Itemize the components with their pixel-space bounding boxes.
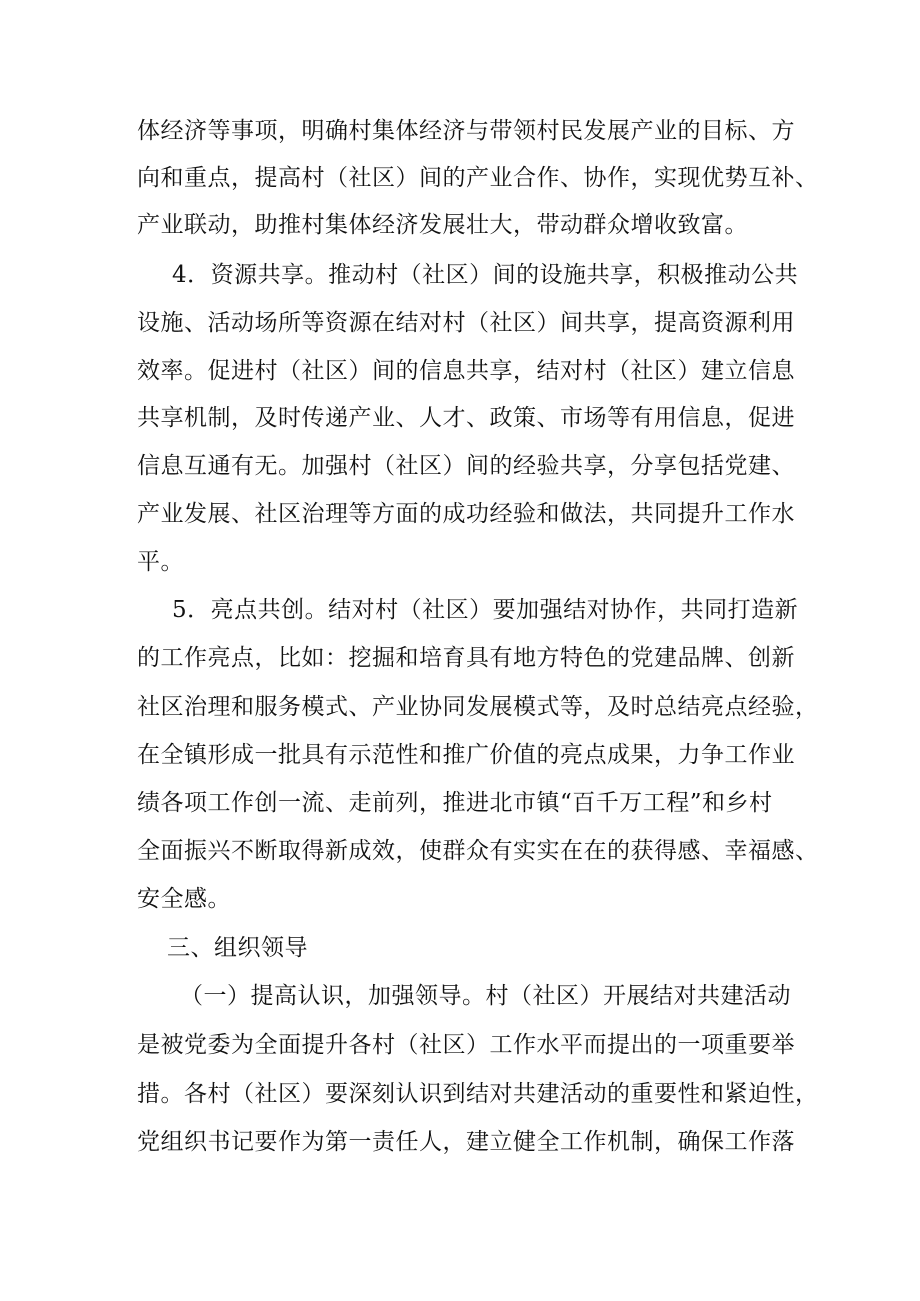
text-line: 向和重点，提高村（社区）间的产业合作、协作，实现优势互补、 (137, 165, 819, 191)
text-line: 党组织书记要作为第一责任人，建立健全工作机制，确保工作落 (137, 1129, 795, 1155)
text-line: 信息互通有无。加强村（社区）间的经验共享，分享包括党建、 (137, 453, 795, 479)
text-line: 在全镇形成一批具有示范性和推广价值的亮点成果，力争工作业 (137, 742, 795, 768)
text-line: 产业联动，助推村集体经济发展壮大，带动群众增收致富。 (137, 212, 748, 238)
text-line: 是被党委为全面提升各村（社区）工作水平而提出的一项重要举 (137, 1032, 795, 1058)
text-line: 绩各项工作创一流、走前列，推进北市镇“百千万工程”和乡村 (137, 790, 773, 816)
text-line: 体经济等事项，明确村集体经济与带领村民发展产业的目标、方 (137, 118, 795, 144)
section-heading: 三、组织领导 (167, 935, 308, 961)
text-line: 安全感。 (137, 886, 231, 912)
paragraph-start-line: 4．资源共享。推动村（社区）间的设施共享，积极推动公共 (172, 262, 799, 288)
paragraph-start-line: 5．亮点共创。结对村（社区）要加强结对协作，共同打造新 (172, 597, 799, 623)
text-line: 措。各村（社区）要深刻认识到结对共建活动的重要性和紧迫性， (137, 1081, 819, 1107)
text-line: 效率。促进村（社区）间的信息共享，结对村（社区）建立信息 (137, 358, 795, 384)
text-line: 平。 (137, 549, 184, 575)
text-line: 设施、活动场所等资源在结对村（社区）间共享，提高资源利用 (137, 310, 795, 336)
text-line: 全面振兴不断取得新成效，使群众有实实在在的获得感、幸福感、 (137, 838, 819, 864)
paragraph-start-line: （一）提高认识，加强领导。村（社区）开展结对共建活动 (180, 983, 791, 1009)
text-line: 社区治理和服务模式、产业协同发展模式等，及时总结亮点经验， (137, 694, 819, 720)
text-line: 共享机制，及时传递产业、人才、政策、市场等有用信息，促进 (137, 405, 795, 431)
text-line: 的工作亮点，比如：挖掘和培育具有地方特色的党建品牌、创新 (137, 645, 795, 671)
text-line: 产业发展、社区治理等方面的成功经验和做法，共同提升工作水 (137, 501, 795, 527)
